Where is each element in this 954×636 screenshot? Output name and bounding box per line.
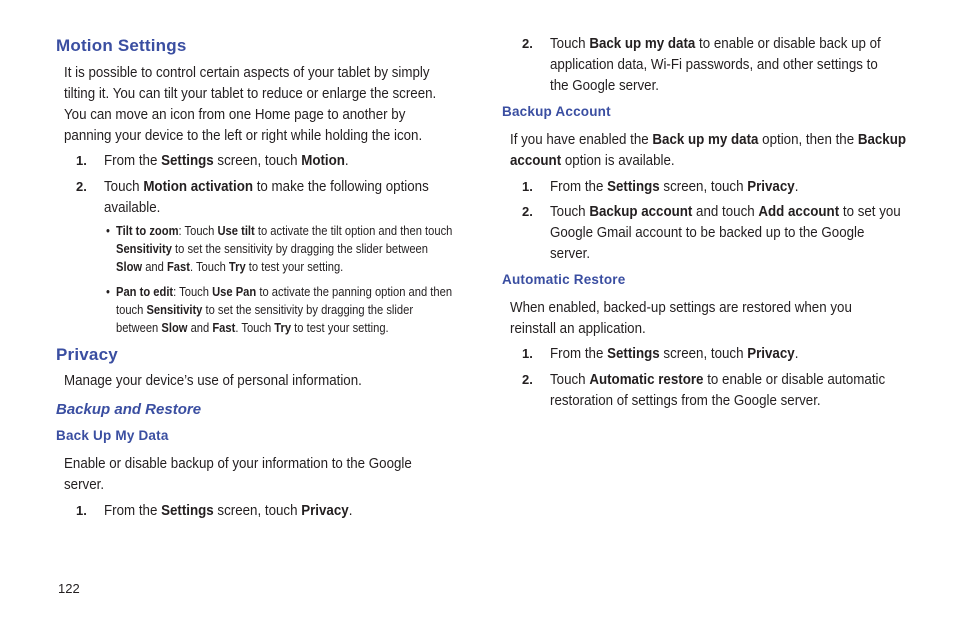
backup-intro-paragraph: Enable or disable backup of your information to the Google server.: [64, 456, 412, 493]
text-line: You can move an icon from one Home page to another by: [64, 107, 406, 123]
account-step-2: Touch Backup account and touch Add account to set you Google Gmail account to be backed up to the Google server.: [550, 204, 901, 262]
motion-step-1: From the Settings screen, touch Motion.: [104, 153, 349, 169]
backup-step-2: Touch Back up my data to enable or disable back up of application data, Wi-Fi passwords, and other settings to the Google server.: [550, 36, 881, 94]
backup-restore-heading: Backup and Restore: [56, 401, 202, 418]
auto-step-2: Touch Automatic restore to enable or disable automatic restoration of settings from the Google server.: [550, 372, 886, 409]
privacy-heading: Privacy: [56, 345, 118, 364]
auto-restore-intro: When enabled, backed-up settings are restored when you reinstall an application.: [510, 300, 852, 337]
auto-step-1: From the Settings screen, touch Privacy.: [550, 346, 799, 362]
bullet-dot: •: [106, 223, 110, 238]
backup-account-heading: Backup Account: [502, 104, 611, 119]
motion-intro-paragraph: [64, 63, 436, 147]
step-number: 2.: [522, 36, 533, 51]
account-intro-paragraph: If you have enabled the Back up my data option, then the Backup account option is available.: [510, 132, 907, 169]
motion-step-2: Touch Motion activation to make the following options available.: [104, 179, 429, 216]
text-line: tilting it. You can tilt your tablet to reduce or enlarge the screen.: [64, 86, 437, 102]
step-number: 1.: [522, 179, 533, 194]
privacy-intro: Manage your device’s use of personal information.: [64, 373, 362, 389]
backup-step-1: From the Settings screen, touch Privacy.: [104, 503, 353, 519]
motion-settings-heading: Motion Settings: [56, 36, 187, 55]
back-up-my-data-heading: Back Up My Data: [56, 428, 169, 443]
text-line: panning your device to the left or right while holding the icon.: [64, 128, 423, 144]
step-number: 2.: [522, 204, 533, 219]
step-number: 1.: [76, 503, 87, 518]
pan-to-edit-bullet: Pan to edit: Touch Use Pan to activate the panning option and then touch Sensitivity to set the sensitivity by dragging the slider between Slow and Fast. Touch Try to test your setting.: [116, 284, 453, 335]
step-number: 2.: [76, 179, 87, 194]
page-number: 122: [58, 581, 80, 596]
tilt-to-zoom-bullet: Tilt to zoom: Touch Use tilt to activate the tilt option and then touch Sensitivity to set the sensitivity by dragging the slider between Slow and Fast. Touch Try to test your setting.: [116, 223, 453, 274]
account-step-1: From the Settings screen, touch Privacy.: [550, 179, 799, 195]
text-line: It is possible to control certain aspects of your tablet by simply: [64, 65, 430, 81]
step-number: 1.: [76, 153, 87, 168]
bullet-dot: •: [106, 284, 110, 299]
automatic-restore-heading: Automatic Restore: [502, 272, 626, 287]
step-number: 1.: [522, 346, 533, 361]
step-number: 2.: [522, 372, 533, 387]
